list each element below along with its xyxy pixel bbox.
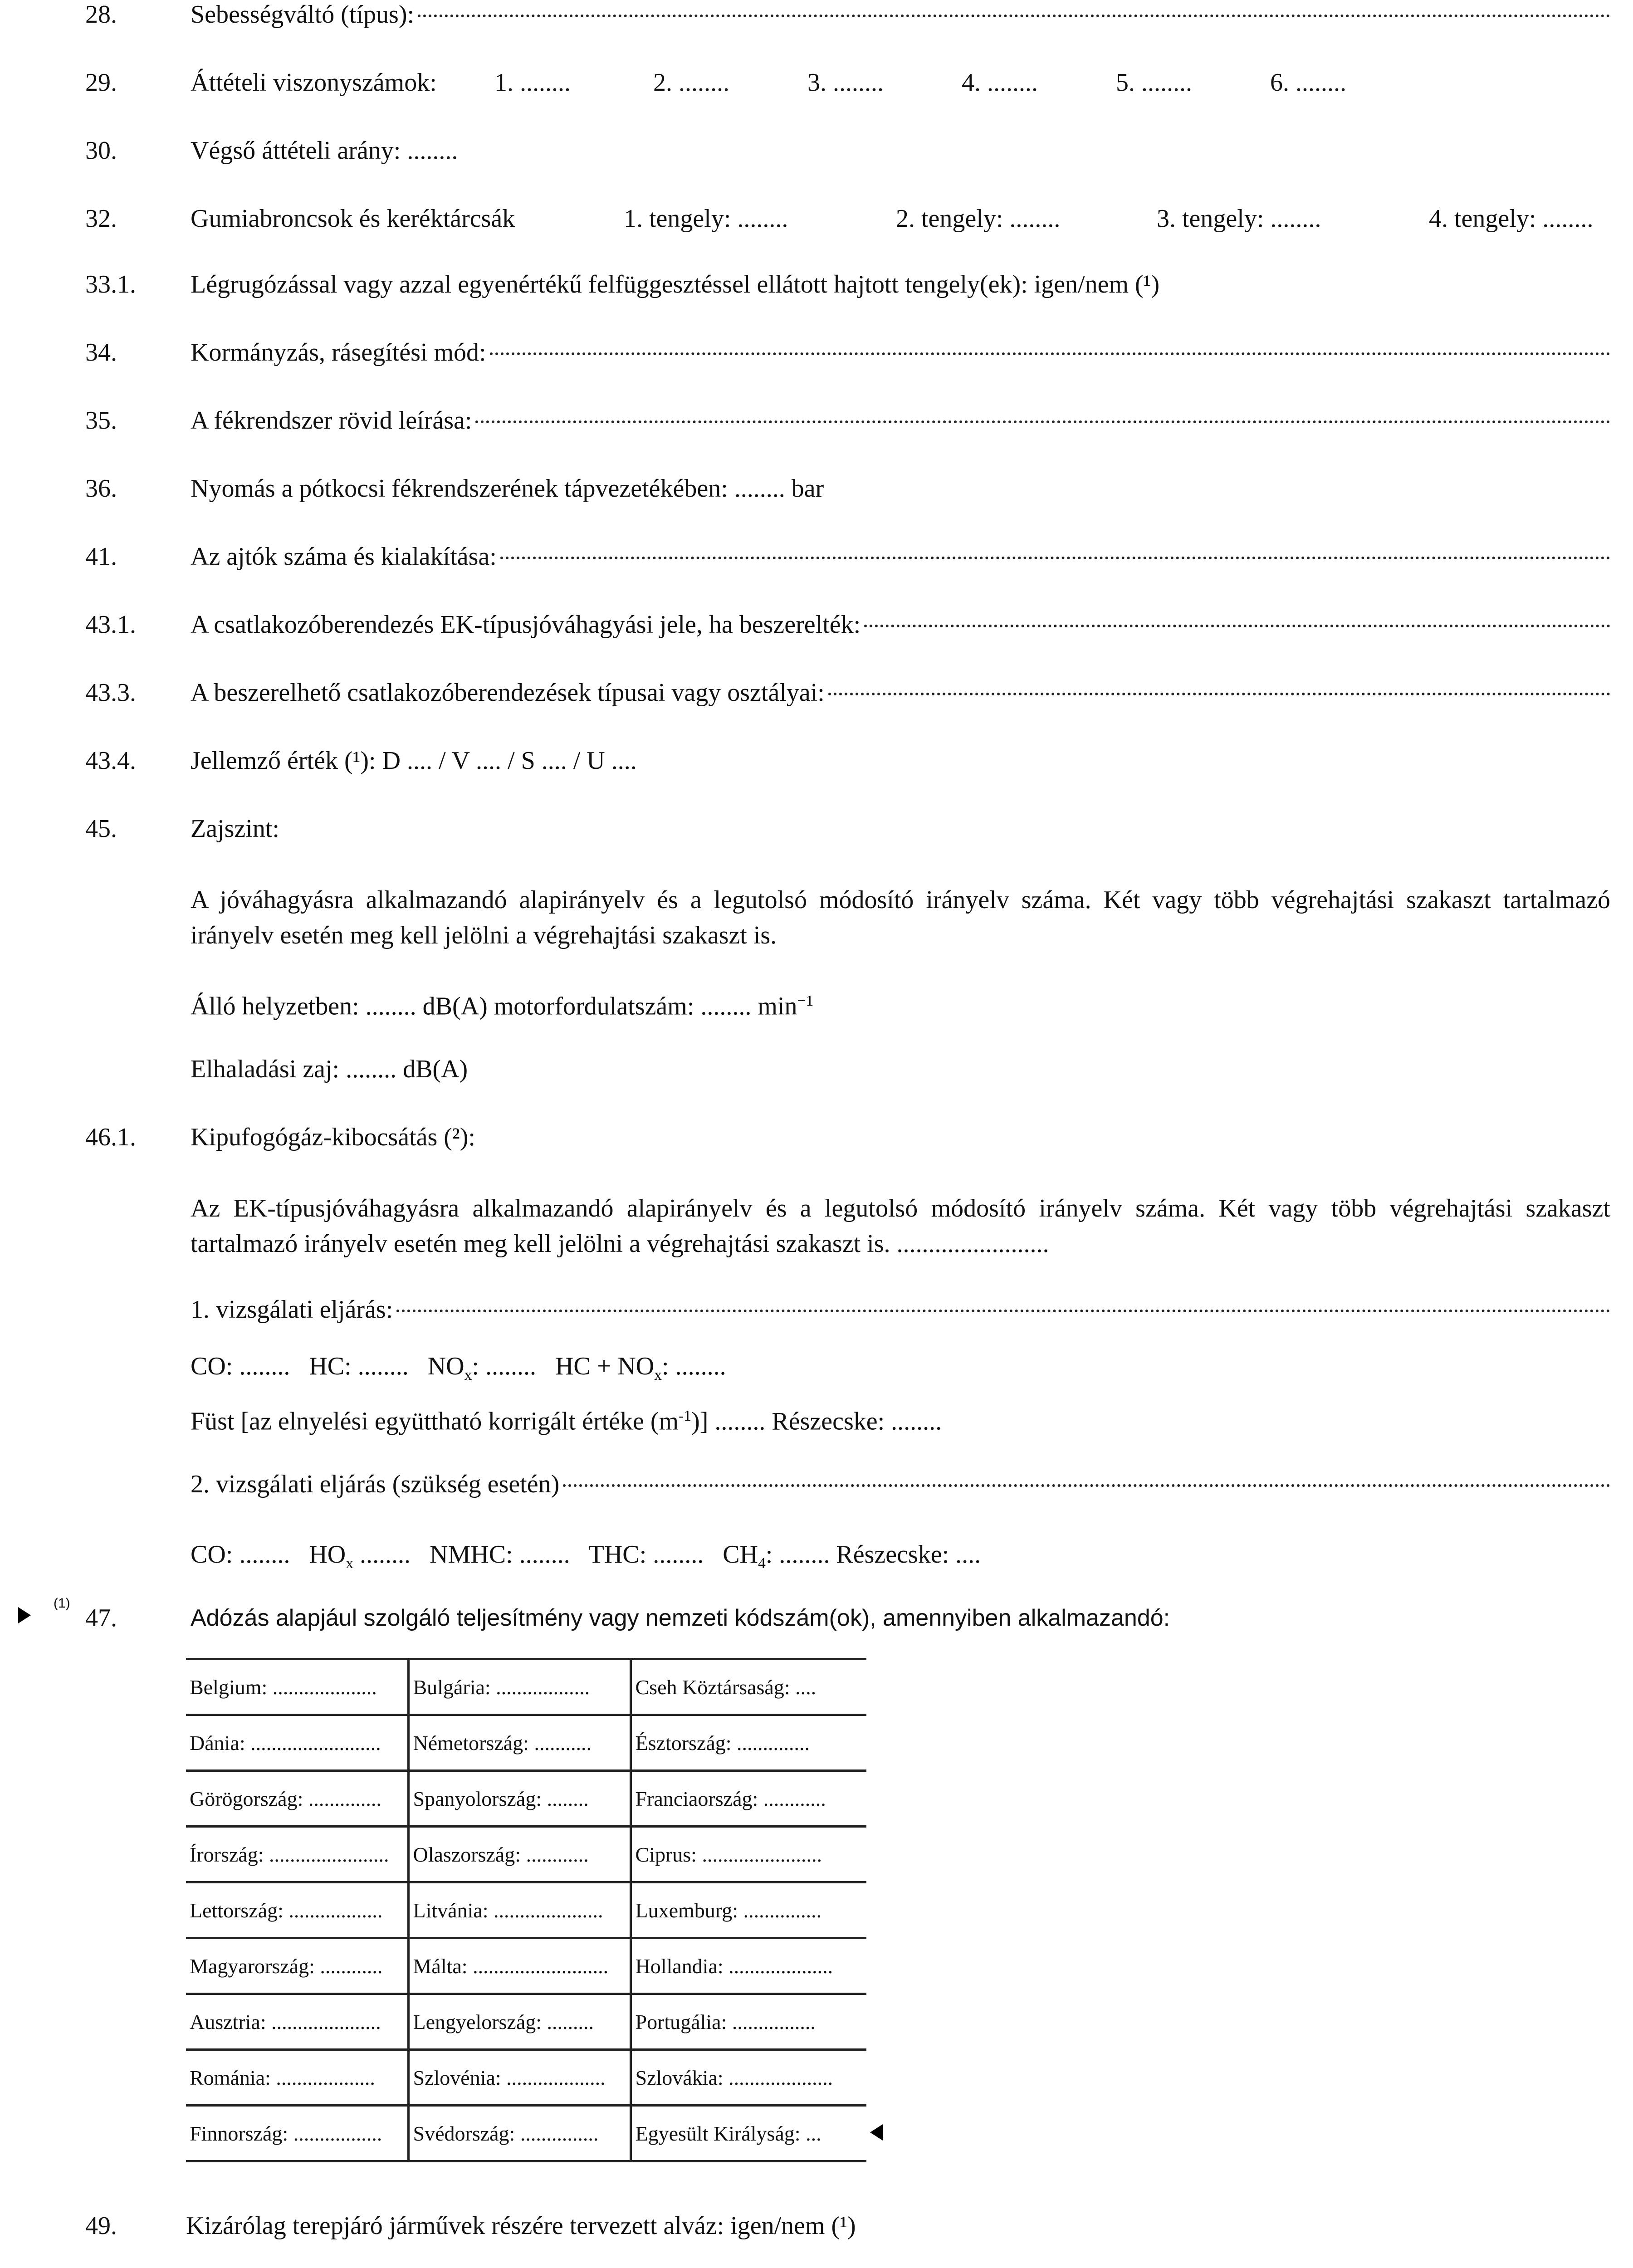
subscript: x (346, 1555, 354, 1572)
gear-ratio-5: 5. ........ (1116, 68, 1192, 97)
tax-code-table (186, 1658, 866, 2162)
test-procedure-2 (191, 1470, 1610, 1499)
ch4-text: CH (723, 1540, 758, 1569)
gearbox-field (191, 0, 1610, 29)
country-cell: Franciaország: ............ (631, 1771, 866, 1827)
gear-ratio-3: 3. ........ (807, 68, 884, 97)
field-label: 2. vizsgálati eljárás (szükség esetén) (191, 1470, 560, 1498)
smoke-text: Füst [az elnyelési együttható korrigált értéke (m (191, 1407, 679, 1436)
table-row (186, 1827, 866, 1882)
dotted-leader (563, 1484, 1610, 1487)
noise-directive-text: A jóváhagyásra alkalmazandó alapirányelv és a legutolsó módosító irányelv száma. Két vagy több végrehajtási szakaszt tartalmazó irányelv esetén meg kell jelölni a végrehajtási szakaszt is. (191, 886, 1610, 949)
gear-ratio-1: 1. ........ (494, 68, 571, 97)
amendment-marker: (1) (54, 1596, 70, 1611)
smoke-tail: )] ........ Részecske: ........ (691, 1407, 942, 1436)
item-number: 32. (85, 205, 117, 233)
country-cell: Írország: ....................... (186, 1827, 408, 1882)
hox-value (309, 1540, 411, 1572)
country-cell: Szlovénia: ................... (408, 2050, 631, 2106)
country-cell: Svédország: ............... (408, 2106, 631, 2161)
stationary-noise (191, 987, 813, 1021)
trailer-brake-pressure: Nyomás a pótkocsi fékrendszerének tápvezetékében: ........ bar (191, 474, 824, 503)
country-cell: Málta: .......................... (408, 1938, 631, 1994)
hc-nox-text: HC + NO (555, 1352, 655, 1380)
exhaust-directive-sentence: Az EK-típusjóváhagyásra alkalmazandó alapirányelv és a legutolsó módosító irányelv száma. Két vagy több végrehajtási szakaszt tartalmazó irányelv esetén meg kell jelölni a végrehajtási szakaszt is. (191, 1194, 1610, 1258)
hc-nox-dots: : ........ (662, 1352, 726, 1380)
axle-3: 3. tengely: ........ (1157, 205, 1321, 233)
country-cell: Spanyolország: ........ (408, 1771, 631, 1827)
final-drive-ratio: Végső áttételi arány: ........ (191, 137, 458, 165)
country-cell: Luxemburg: ............... (631, 1882, 866, 1938)
item-number: 46.1. (85, 1123, 136, 1151)
hox-text: HO (309, 1540, 346, 1569)
table-row (186, 1771, 866, 1827)
characteristic-values: Jellemző érték (¹): D .... / V .... / S .... / U .... (191, 747, 637, 775)
country-cell: Olaszország: ............ (408, 1827, 631, 1882)
tyres-label: Gumiabroncsok és keréktárcsák (191, 205, 515, 233)
field-label: Az ajtók száma és kialakítása: (191, 543, 497, 571)
stationary-noise-text: Álló helyzetben: ........ dB(A) motorfordulatszám: ........ min (191, 992, 797, 1021)
tax-label: Adózás alapjául szolgáló teljesítmény vagy nemzeti kódszám(ok), amennyiben alkalmazandó: (191, 1605, 1170, 1631)
air-suspension-field: Légrugózással vagy azzal egyenértékű felfüggesztéssel ellátott hajtott tengely(ek): igen/nem (¹) (191, 270, 1160, 298)
country-cell: Magyarország: ............ (186, 1938, 408, 1994)
field-label: 1. vizsgálati eljárás: (191, 1295, 393, 1324)
exhaust-directive-text: Az EK-típusjóváhagyásra alkalmazandó alapirányelv és a legutolsó módosító irányelv száma. Két vagy több végrehajtási szakaszt tartalmazó irányelv esetén meg kell jelölni a végrehajtási szakaszt is. ........................ (191, 1194, 1610, 1258)
brake-system-field (191, 406, 1610, 435)
field-label: A beszerelhető csatlakozóberendezések típusai vagy osztályai: (191, 679, 825, 707)
nmhc-value: NMHC: ........ (430, 1540, 570, 1569)
hc-value: HC: ........ (309, 1352, 409, 1380)
country-cell: Észtország: .............. (631, 1715, 866, 1771)
coupling-types-field (191, 678, 1610, 707)
offroad-chassis-field: Kizárólag terepjáró járművek részére tervezett alváz: igen/nem (¹) (186, 2212, 856, 2240)
ch4-value (723, 1540, 981, 1572)
item-number: 35. (85, 406, 117, 435)
country-cell: Lengyelország: ......... (408, 1994, 631, 2050)
table-row (186, 2050, 866, 2106)
dotted-leader (828, 693, 1610, 695)
item-number: 43.1. (85, 611, 136, 639)
country-cell: Szlovákia: .................... (631, 2050, 866, 2106)
subscript: 4 (758, 1555, 766, 1572)
country-cell: Románia: ................... (186, 2050, 408, 2106)
co-value: CO: ........ (191, 1352, 290, 1380)
country-cell: Lettország: .................. (186, 1882, 408, 1938)
country-cell: Portugália: ................ (631, 1994, 866, 2050)
coupling-approval-field (191, 610, 1610, 639)
country-cell: Ausztria: ..................... (186, 1994, 408, 2050)
table-row (186, 1938, 866, 1994)
nox-text: NO (427, 1352, 464, 1380)
table-row (186, 1659, 866, 1715)
axle-1: 1. tengely: ........ (624, 205, 788, 233)
amendment-end-arrow-icon (870, 2124, 883, 2141)
item-number: 41. (85, 543, 117, 571)
ch4-dots: : ........ Részecske: .... (765, 1540, 981, 1569)
country-cell: Litvánia: ..................... (408, 1882, 631, 1938)
smoke-value (191, 1402, 942, 1436)
table-row (186, 1994, 866, 2050)
table-row (186, 1715, 866, 1771)
nox-value (427, 1352, 536, 1384)
test-2-values (191, 1540, 981, 1578)
item-number: 29. (85, 68, 117, 97)
item-number: 36. (85, 474, 117, 503)
dotted-leader (418, 15, 1610, 17)
item-number: 34. (85, 338, 117, 367)
dotted-leader (490, 352, 1610, 355)
item-number: 45. (85, 815, 117, 843)
country-cell: Cseh Köztársaság: .... (631, 1659, 866, 1715)
thc-value: THC: ........ (588, 1540, 704, 1569)
doors-field (191, 542, 1610, 571)
item-number: 47. (85, 1604, 117, 1632)
field-label: Sebességváltó (típus): (191, 0, 415, 29)
dotted-leader (475, 420, 1610, 423)
country-cell: Finnország: ................. (186, 2106, 408, 2161)
axle-2: 2. tengely: ........ (896, 205, 1061, 233)
item-number: 30. (85, 137, 117, 165)
field-label: A csatlakozóberendezés EK-típusjóváhagyási jele, ha beszerelték: (191, 611, 861, 639)
country-cell: Belgium: .................... (186, 1659, 408, 1715)
hc-nox-value (555, 1352, 726, 1384)
item-number: 43.3. (85, 679, 136, 707)
dotted-leader (396, 1310, 1610, 1312)
subscript: x (654, 1367, 662, 1384)
country-cell: Németország: ........... (408, 1715, 631, 1771)
country-cell: Egyesült Királyság: ... (631, 2106, 866, 2161)
nox-dots: : ........ (472, 1352, 536, 1380)
hox-dots: ........ (353, 1540, 411, 1569)
country-cell: Dánia: ......................... (186, 1715, 408, 1771)
subscript: x (464, 1367, 472, 1384)
item-number: 43.4. (85, 747, 136, 775)
gear-ratio-2: 2. ........ (653, 68, 729, 97)
table-row (186, 1882, 866, 1938)
noise-label: Zajszint: (191, 815, 279, 843)
country-cell: Bulgária: .................. (408, 1659, 631, 1715)
exhaust-label: Kipufogógáz-kibocsátás (²): (191, 1123, 475, 1151)
gear-ratio-6: 6. ........ (1270, 68, 1346, 97)
country-cell: Görögország: .............. (186, 1771, 408, 1827)
item-number: 28. (85, 0, 117, 29)
gear-ratio-4: 4. ........ (962, 68, 1038, 97)
field-label: Kormányzás, rásegítési mód: (191, 338, 486, 367)
item-number: 33.1. (85, 270, 136, 298)
table-row (186, 2106, 866, 2161)
drive-by-noise: Elhaladási zaj: ........ dB(A) (191, 1055, 468, 1083)
steering-field (191, 338, 1610, 367)
dotted-leader (500, 557, 1610, 559)
item-number: 49. (85, 2212, 117, 2240)
country-cell: Ciprus: ....................... (631, 1827, 866, 1882)
dotted-leader (864, 625, 1610, 627)
country-cell: Hollandia: .................... (631, 1938, 866, 1994)
co-value: CO: ........ (191, 1540, 290, 1569)
gear-ratios-label: Áttételi viszonyszámok: (191, 68, 437, 97)
field-label: A fékrendszer rövid leírása: (191, 406, 472, 435)
axle-4: 4. tengely: ........ (1429, 205, 1594, 233)
unit-exponent: −1 (797, 992, 814, 1009)
amendment-start-arrow-icon (18, 1607, 31, 1623)
unit-exponent: -1 (679, 1408, 692, 1424)
test-1-values (191, 1352, 726, 1390)
test-procedure-1 (191, 1295, 1610, 1324)
